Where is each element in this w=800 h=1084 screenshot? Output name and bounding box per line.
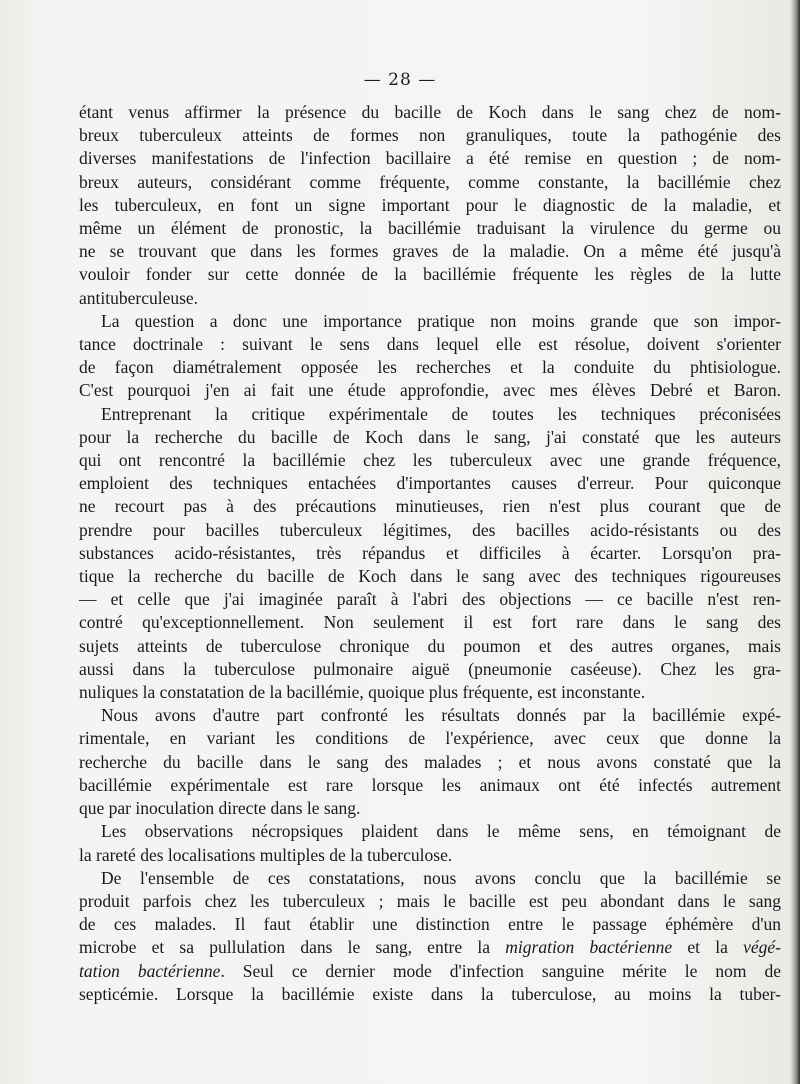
page-edge-shadow bbox=[790, 0, 800, 1084]
text-line: De l'ensemble de ces constatations, nous avons conclu que la bacillémie se bbox=[101, 867, 781, 888]
text-fragment: . Seul ce dernier mode d'infection sanguine mérite le nom de bbox=[220, 960, 781, 981]
text-line: prendre pour bacilles tuberculeux légitimes, des bacilles acido-résistants ou des bbox=[79, 519, 781, 540]
text-line: tance doctrinale : suivant le sens dans lequel elle est résolue, doivent s'orienter bbox=[79, 334, 781, 355]
body-text bbox=[79, 101, 781, 1006]
text-line: les tuberculeux, en font un signe important pour le diagnostic de la maladie, et bbox=[79, 194, 781, 215]
text-line: que par inoculation directe dans le sang. bbox=[79, 798, 361, 819]
text-line: produit parfois chez les tuberculeux ; mais le bacille est peu abondant dans le sang bbox=[79, 890, 781, 911]
text-line: breux auteurs, considérant comme fréquente, comme constante, la bacillémie chez bbox=[79, 171, 781, 192]
text-line: bacillémie expérimentale est rare lorsque les animaux ont été infectés autrement bbox=[79, 774, 781, 795]
italic-term: tation bactérienne bbox=[79, 960, 221, 981]
text-line: — et celle que j'ai imaginée paraît à l'abri des objections — ce bacille n'est ren- bbox=[79, 589, 781, 610]
text-line: Entreprenant la critique expérimentale de toutes les techniques préconisées bbox=[101, 403, 781, 424]
text-line: pour la recherche du bacille de Koch dans le sang, j'ai constaté que les auteurs bbox=[79, 426, 781, 447]
text-line: antituberculeuse. bbox=[79, 287, 199, 308]
page-number: — 28 — bbox=[363, 70, 437, 90]
text-line: La question a donc une importance pratique non moins grande que son impor- bbox=[101, 310, 781, 331]
italic-term: végé- bbox=[743, 937, 781, 958]
text-line: vouloir fonder sur cette donnée de la bacillémie fréquente les règles de la lutte bbox=[79, 264, 781, 285]
text-line: contré qu'exceptionnellement. Non seulement il est fort rare dans le sang des bbox=[79, 612, 781, 633]
text-line: de ces malades. Il faut établir une distinction entre le passage éphémère d'un bbox=[79, 914, 781, 935]
text-line: la rareté des localisations multiples de la tuberculose. bbox=[79, 844, 453, 865]
text-line: nuliques la constatation de la bacillémie, quoique plus fréquente, est inconstante. bbox=[79, 682, 646, 703]
text-line: C'est pourquoi j'en ai fait une étude approfondie, avec mes élèves Debré et Baron. bbox=[79, 380, 781, 401]
text-line: même un élément de pronostic, la bacillémie traduisant la virulence du germe ou bbox=[79, 218, 781, 239]
text-line: breux tuberculeux atteints de formes non granuliques, toute la pathogénie des bbox=[79, 125, 781, 146]
text-line: de façon diamétralement opposée les recherches et la conduite du phtisiologue. bbox=[79, 357, 781, 378]
text-line bbox=[79, 960, 781, 983]
text-line: qui ont rencontré la bacillémie chez les tuberculeux avec une grande fréquence, bbox=[79, 450, 781, 471]
text-line: aussi dans la tuberculose pulmonaire aiguë (pneumonie caséeuse). Chez les gra- bbox=[79, 658, 781, 679]
text-line: substances acido-résistantes, très répandus et difficiles à écarter. Lorsqu'on pra- bbox=[79, 542, 781, 563]
text-line: diverses manifestations de l'infection bacillaire a été remise en question ; de nom- bbox=[79, 148, 781, 169]
text-line: Nous avons d'autre part confronté les résultats donnés par la bacillémie expé- bbox=[101, 705, 781, 726]
text-fragment: microbe et sa pullulation dans le sang, entre la bbox=[79, 937, 506, 958]
text-line: septicémie. Lorsque la bacillémie existe dans la tuberculose, au moins la tuber- bbox=[79, 983, 781, 1004]
text-line: tique la recherche du bacille de Koch dans le sang avec des techniques rigoureuses bbox=[79, 566, 781, 587]
text-line: emploient des techniques entachées d'importantes causes d'erreur. Pour quiconque bbox=[79, 473, 781, 494]
text-line: ne se trouvant que dans les formes graves de la maladie. On a même été jusqu'à bbox=[79, 241, 781, 262]
italic-term: migration bactérienne bbox=[505, 937, 673, 958]
text-line: rimentale, en variant les conditions de l'expérience, avec ceux que donne la bbox=[79, 728, 781, 749]
text-line: Les observations nécropsiques plaident dans le même sens, en témoignant de bbox=[101, 821, 781, 842]
text-line: ne recourt pas à des précautions minutieuses, rien n'est plus courant que de bbox=[79, 496, 781, 517]
text-line: sujets atteints de tuberculose chronique du poumon et des autres organes, mais bbox=[79, 635, 781, 656]
text-line: étant venus affirmer la présence du bacille de Koch dans le sang chez de nom- bbox=[79, 102, 781, 122]
text-fragment: et la bbox=[672, 937, 744, 958]
text-line: recherche du bacille dans le sang des malades ; et nous avons constaté que la bbox=[79, 751, 781, 772]
text-line bbox=[79, 936, 781, 959]
